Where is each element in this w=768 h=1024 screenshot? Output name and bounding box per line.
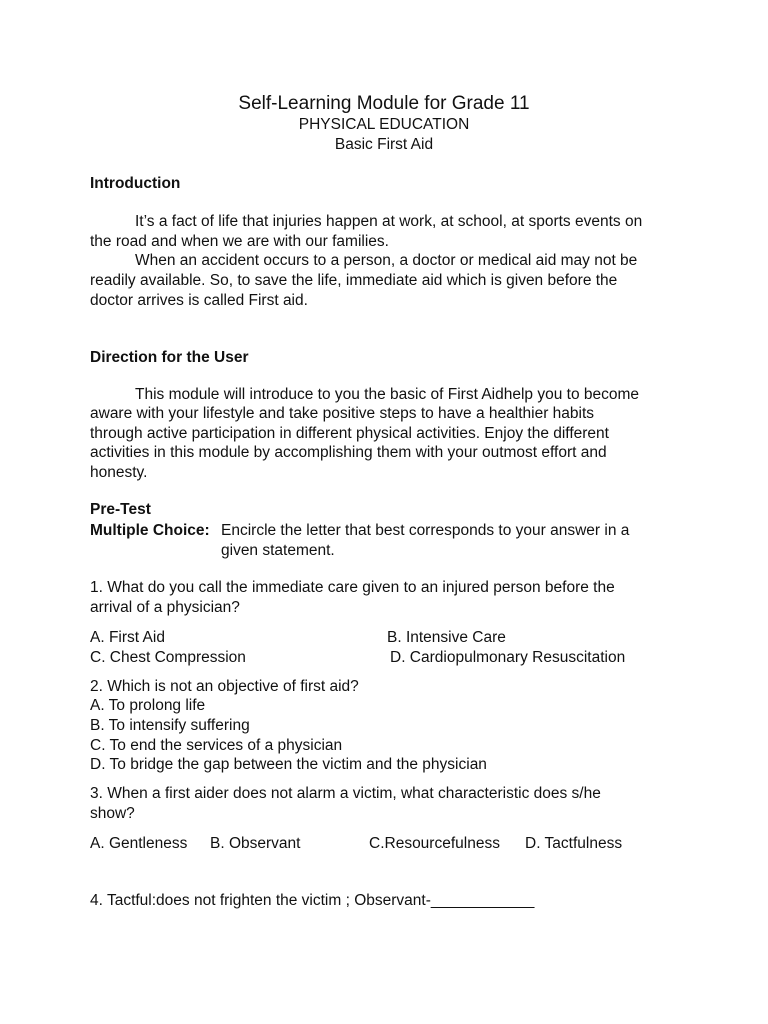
direction-heading: Direction for the User (90, 349, 249, 366)
question-3-choice-c: C.Resourcefulness (369, 835, 500, 852)
question-2-choice-b: B. To intensify suffering (90, 717, 250, 734)
question-2-text: 2. Which is not an objective of first aid? (90, 678, 359, 695)
direction-line: aware with your lifestyle and take positive steps to have a healthier habits (90, 405, 595, 422)
pretest-heading: Pre-Test (90, 501, 151, 518)
intro-line: the road and when we are with our families. (90, 233, 389, 250)
question-4-text (90, 891, 534, 911)
intro-line: It’s a fact of life that injuries happen at work, at school, at sports events on (135, 213, 643, 230)
question-2-choice-a: A. To prolong life (90, 697, 206, 714)
direction-line: honesty. (90, 464, 148, 481)
question-3-text: 3. When a first aider does not alarm a victim, what characteristic does s/he (90, 785, 601, 802)
question-2-choice-d: D. To bridge the gap between the victim and the physician (90, 756, 487, 773)
direction-line: activities in this module by accomplishing them with your outmost effort and (90, 444, 607, 461)
instruction-text: given statement. (221, 542, 335, 559)
direction-line: through active participation in different physical activities. Enjoy the different (90, 425, 609, 442)
question-3-choice-d: D. Tactfulness (525, 835, 623, 852)
question-1-text: arrival of a physician? (90, 599, 240, 616)
question-3-choice-b: B. Observant (210, 835, 301, 852)
question-1-choice-c: C. Chest Compression (90, 649, 246, 666)
intro-line: When an accident occurs to a person, a doctor or medical aid may not be (135, 252, 638, 269)
instruction-label: Multiple Choice: (90, 522, 210, 539)
topic-title: Basic First Aid (334, 136, 434, 153)
answer-blank[interactable]: ____________ (430, 892, 535, 909)
subject-title: PHYSICAL EDUCATION (298, 116, 470, 133)
direction-line: This module will introduce to you the basic of First Aidhelp you to become (135, 386, 640, 403)
question-1-choice-d: D. Cardiopulmonary Resuscitation (390, 649, 626, 666)
introduction-heading: Introduction (90, 175, 181, 192)
intro-line: doctor arrives is called First aid. (90, 292, 308, 309)
question-4-prompt: 4. Tactful:does not frighten the victim ; Observant- (90, 892, 431, 909)
question-1-choice-b: B. Intensive Care (387, 629, 506, 646)
instruction-text: Encircle the letter that best corresponds to your answer in a (221, 522, 630, 539)
question-3-text: show? (90, 805, 135, 822)
intro-line: readily available. So, to save the life, immediate aid which is given before the (90, 272, 618, 289)
question-1-choice-a: A. First Aid (90, 629, 165, 646)
module-title: Self-Learning Module for Grade 11 (238, 93, 530, 114)
question-2-choice-c: C. To end the services of a physician (90, 737, 343, 754)
question-1-text: 1. What do you call the immediate care given to an injured person before the (90, 579, 615, 596)
question-3-choice-a: A. Gentleness (90, 835, 188, 852)
